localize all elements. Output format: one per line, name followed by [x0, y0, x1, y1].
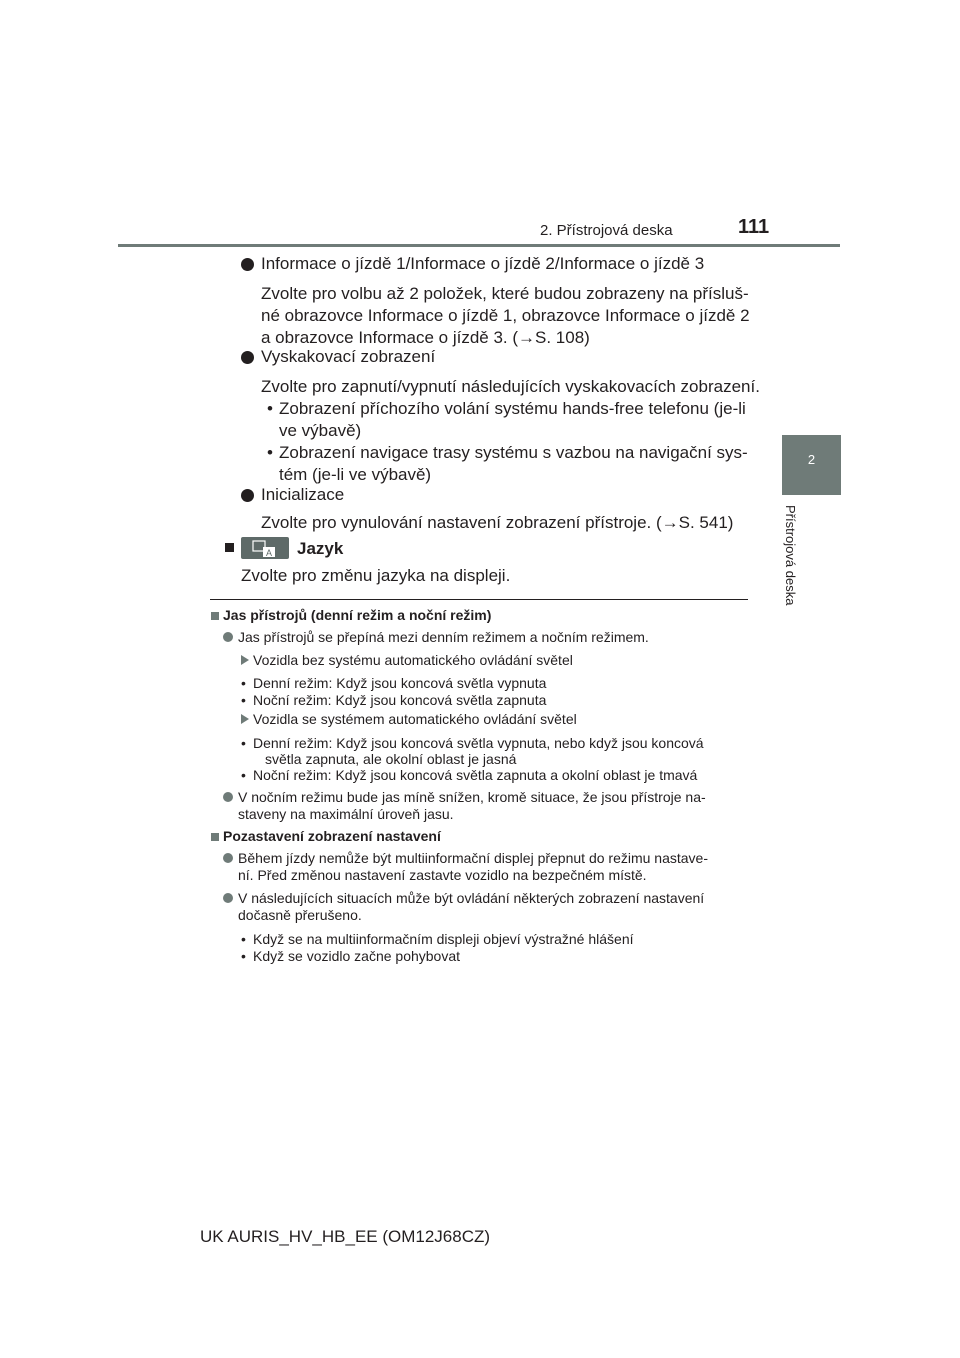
bullet-icon [241, 489, 254, 502]
bullet-icon [241, 258, 254, 271]
note-text: Když se vozidlo začne pohybovat [253, 948, 461, 964]
note-text: světla zapnuta, ale okolní oblast je jasná [265, 751, 517, 767]
item-info-desc: né obrazovce Informace o jízdě 1, obrazovce Informace o jízdě 2 [261, 306, 750, 325]
note-text: Během jízdy nemůže být multiinformační displej přepnut do režimu nastave- [238, 850, 708, 866]
note-text: dočasně přerušeno. [238, 907, 362, 923]
arrow-right-icon [241, 655, 249, 665]
square-bullet-icon [211, 612, 219, 620]
item-info-desc: a obrazovce Informace o jízdě 3. (→S. 108) [261, 328, 590, 347]
item-popup-desc: Zvolte pro zapnutí/vypnutí následujících vyskakovacích zobrazení. [261, 377, 760, 396]
sub-bullet: • [241, 692, 246, 708]
note-subtitle: Vozidla se systémem automatického ovládání světel [253, 711, 577, 727]
item-popup-sub: Zobrazení příchozího volání systému hands-free telefonu (je-li [279, 399, 746, 418]
note-text: ní. Před změnou nastavení zastavte vozidlo na bezpečném místě. [238, 867, 647, 883]
note-subtitle: Vozidla bez systému automatického ovládání světel [253, 652, 573, 668]
svg-text:A: A [266, 548, 273, 558]
sub-bullet: • [241, 948, 246, 964]
note-text: Denní režim: Když jsou koncová světla vypnuta [253, 675, 547, 691]
note-brightness-title: Jas přístrojů (denní režim a noční režim) [223, 607, 492, 623]
arrow-right-icon [241, 714, 249, 724]
note-text: V nočním režimu bude jas míně snížen, kromě situace, že jsou přístroje na- [238, 789, 706, 805]
circle-bullet-icon [223, 632, 233, 642]
note-text: Noční režim: Když jsou koncová světla zapnuta [253, 692, 547, 708]
note-text: Jas přístrojů se přepíná mezi denním režimem a nočním režimem. [238, 629, 649, 645]
square-bullet-icon [211, 833, 219, 841]
circle-bullet-icon [223, 853, 233, 863]
item-info-title: Informace o jízdě 1/Informace o jízdě 2/Informace o jízdě 3 [261, 254, 705, 273]
sub-bullet: • [241, 767, 246, 783]
item-popup-title: Vyskakovací zobrazení [261, 347, 436, 366]
item-popup-sub: ve výbavě) [279, 421, 362, 440]
sub-bullet: • [241, 931, 246, 947]
circle-bullet-icon [223, 893, 233, 903]
note-text: V následujících situacích může být ovládání některých zobrazení nastavení [238, 890, 705, 906]
note-text: Noční režim: Když jsou koncová světla zapnuta a okolní oblast je tmavá [253, 767, 698, 783]
sub-bullet: • [241, 735, 246, 751]
square-bullet-icon [225, 543, 234, 552]
note-pause-title: Pozastavení zobrazení nastavení [223, 828, 441, 844]
item-popup-sub: Zobrazení navigace trasy systému s vazbou na navigační sys- [279, 443, 748, 462]
section-divider [210, 599, 748, 600]
chapter-tab-number: 2 [807, 452, 816, 467]
circle-bullet-icon [223, 792, 233, 802]
language-icon [241, 537, 289, 559]
note-text: Denní režim: Když jsou koncová světla vypnuta, nebo když jsou koncová [253, 735, 704, 751]
item-lang-desc: Zvolte pro změnu jazyka na displeji. [241, 566, 511, 585]
item-init-title: Inicializace [261, 485, 345, 504]
bullet-icon [241, 351, 254, 364]
header-section-title: 2. Přístrojová deska [540, 222, 673, 239]
chapter-tab-label: Přístrojová deska [783, 505, 798, 606]
header-divider [118, 244, 840, 247]
note-text: Když se na multiinformačním displeji objeví výstražné hlášení [253, 931, 634, 947]
footer-model-code: UK AURIS_HV_HB_EE (OM12J68CZ) [200, 1227, 491, 1246]
sub-bullet: • [267, 399, 273, 418]
page-number: 111 [738, 216, 770, 238]
item-lang-title: Jazyk [297, 539, 344, 558]
note-text: staveny na maximální úroveň jasu. [238, 806, 454, 822]
item-init-desc: Zvolte pro vynulování nastavení zobrazení přístroje. (→S. 541) [261, 513, 734, 532]
sub-bullet: • [241, 675, 246, 691]
item-info-desc: Zvolte pro volbu až 2 položek, které budou zobrazeny na přísluš- [261, 284, 749, 303]
item-popup-sub: tém (je-li ve výbavě) [279, 465, 432, 484]
sub-bullet: • [267, 443, 273, 462]
